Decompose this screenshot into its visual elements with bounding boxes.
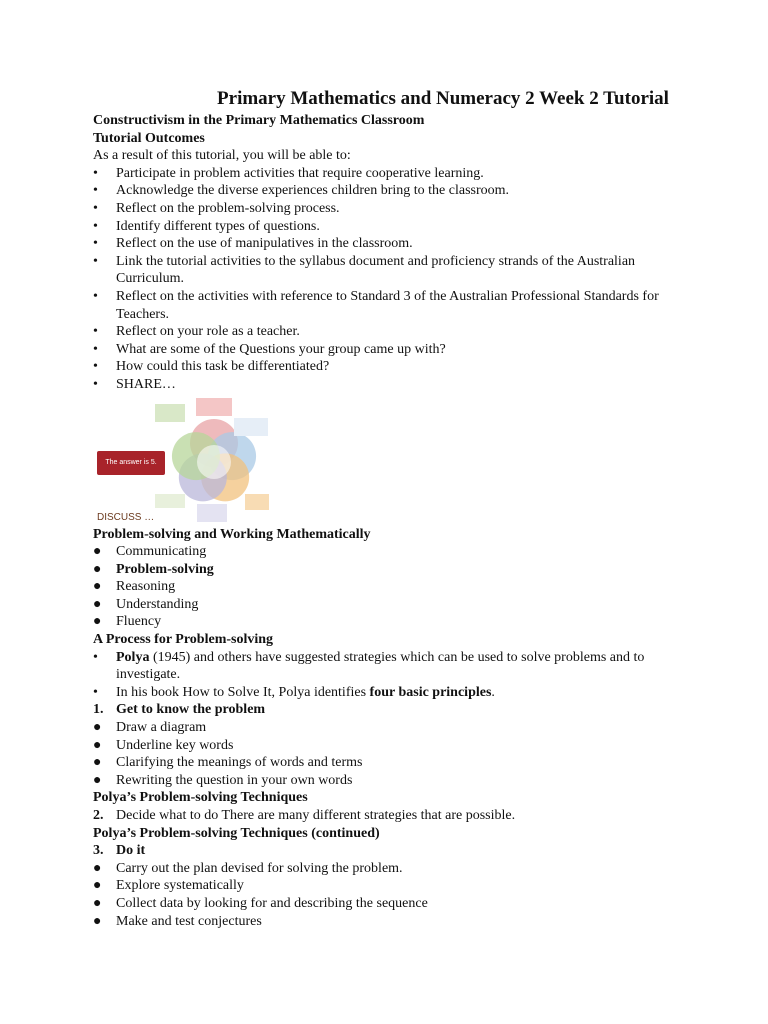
bullet-icon: • xyxy=(93,200,98,216)
outcomes-list xyxy=(93,165,693,394)
bullet-icon: ● xyxy=(93,913,102,929)
bullet-icon: • xyxy=(93,341,98,357)
subtitle: Constructivism in the Primary Mathematics Classroom xyxy=(93,113,425,128)
answer-badge: The answer is 5. xyxy=(97,451,165,475)
list-item: 1. Get to know the problem xyxy=(93,702,266,718)
page-title: Primary Mathematics and Numeracy 2 Week 2 Tutorial xyxy=(217,88,669,109)
list-item: ● Reasoning xyxy=(93,579,176,595)
list-item: 3. Do it xyxy=(93,843,146,859)
list-item: • Participate in problem activities that require cooperative learning. xyxy=(93,165,484,181)
techniques-heading: Polya’s Problem-solving Techniques xyxy=(93,790,308,806)
ps-list xyxy=(93,543,693,631)
diagram-note xyxy=(196,398,232,416)
list-item: ● Draw a diagram xyxy=(93,720,207,736)
bullet-icon: ● xyxy=(93,755,102,771)
step3-list xyxy=(93,860,693,930)
ps-heading: Problem-solving and Working Mathematically xyxy=(93,526,371,542)
techniques-continued-heading: Polya’s Problem-solving Techniques (continued) xyxy=(93,825,380,841)
list-item: • Polya (1945) and others have suggested strategies which can be used to solve problems and to investigate. xyxy=(93,649,645,683)
bullet-icon: • xyxy=(93,288,98,304)
bullet-icon: ● xyxy=(93,720,102,736)
bullet-icon: • xyxy=(93,218,98,234)
list-item: • Reflect on the problem-solving process. xyxy=(93,200,340,216)
diagram-note xyxy=(234,418,268,436)
list-item: ● Fluency xyxy=(93,614,162,630)
process-heading: A Process for Problem-solving xyxy=(93,632,274,648)
bullet-icon: • xyxy=(93,253,98,269)
bullet-icon: • xyxy=(93,183,98,199)
outcomes-heading: Tutorial Outcomes xyxy=(93,130,205,146)
list-item: ● Carry out the plan devised for solving the problem. xyxy=(93,860,403,876)
diagram-note xyxy=(197,504,227,522)
bullet-icon: ● xyxy=(93,561,102,577)
intro-text: As a result of this tutorial, you will be able to: xyxy=(93,148,351,164)
bullet-icon: ● xyxy=(93,878,102,894)
bullet-icon: • xyxy=(93,359,98,375)
list-item: ● Make and test conjectures xyxy=(93,913,262,929)
proficiency-diagram-figure xyxy=(93,396,283,526)
discuss-label: DISCUSS … xyxy=(97,511,155,523)
bullet-icon: ● xyxy=(93,544,102,560)
list-item: ● Rewriting the question in your own words xyxy=(93,772,353,788)
list-item: • How could this task be differentiated? xyxy=(93,359,330,375)
bullet-icon: • xyxy=(93,324,98,340)
step1-list xyxy=(93,719,693,789)
diagram-note xyxy=(245,494,269,510)
list-item: • Reflect on the activities with reference to Standard 3 of the Australian Professional Standards for Teachers. xyxy=(93,288,659,322)
bullet-icon: ● xyxy=(93,772,102,788)
list-item: 2. Decide what to do There are many different strategies that are possible. xyxy=(93,808,516,823)
list-item: • Acknowledge the diverse experiences children bring to the classroom. xyxy=(93,183,510,199)
step-1 xyxy=(93,701,693,719)
bullet-icon: ● xyxy=(93,860,102,876)
bullet-icon: • xyxy=(93,165,98,181)
bullet-icon: ● xyxy=(93,596,102,612)
bullet-icon: ● xyxy=(93,614,102,630)
list-item: • SHARE… xyxy=(93,376,176,392)
bullet-icon: • xyxy=(93,236,98,252)
list-item: • In his book How to Solve It, Polya identifies four basic principles. xyxy=(93,684,495,700)
diagram-center xyxy=(197,445,231,479)
list-item: • Identify different types of questions. xyxy=(93,218,320,234)
list-item: • Reflect on your role as a teacher. xyxy=(93,324,300,340)
bullet-icon: • xyxy=(93,376,98,392)
process-list xyxy=(93,649,693,702)
step-3 xyxy=(93,842,693,860)
diagram-note xyxy=(155,494,185,508)
list-item: ● Clarifying the meanings of words and terms xyxy=(93,755,363,771)
list-item: • Reflect on the use of manipulatives in the classroom. xyxy=(93,236,413,252)
list-item: ● Underline key words xyxy=(93,737,234,753)
bullet-icon: • xyxy=(93,649,98,665)
list-item: • Link the tutorial activities to the syllabus document and proficiency strands of the Australian Curriculum. xyxy=(93,253,636,287)
bullet-icon: ● xyxy=(93,737,102,753)
list-item: ● Problem-solving xyxy=(93,561,214,577)
list-item: ● Communicating xyxy=(93,544,207,560)
list-item: ● Explore systematically xyxy=(93,878,244,894)
bullet-icon: ● xyxy=(93,895,102,911)
list-item: • What are some of the Questions your group came up with? xyxy=(93,341,446,357)
list-item: ● Understanding xyxy=(93,596,199,612)
step-2 xyxy=(93,807,693,825)
list-item: ● Collect data by looking for and describing the sequence xyxy=(93,895,428,911)
document-page xyxy=(93,88,693,930)
bullet-icon: • xyxy=(93,684,98,700)
bullet-icon: ● xyxy=(93,579,102,595)
diagram-note xyxy=(155,404,185,422)
